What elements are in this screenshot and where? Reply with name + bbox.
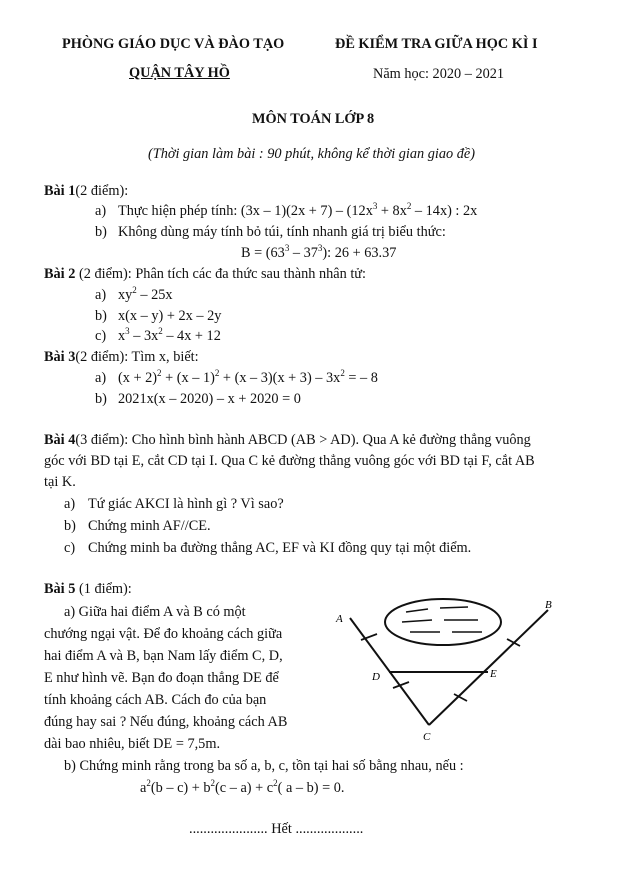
bai4-intro-line3: tại K.: [44, 474, 76, 490]
end-marker: [189, 821, 363, 838]
bai3-intro: (2 điểm): Tìm x, biết:: [75, 349, 199, 365]
bai3-a-exp3: 2: [340, 368, 345, 378]
bai3-a-p3: + (x – 3)(x + 3) – 3x: [219, 370, 341, 386]
department-name: PHÒNG GIÁO DỤC VÀ ĐÀO TẠO: [62, 36, 285, 52]
bai3-a-text: [118, 370, 378, 387]
bai4-intro1: (3 điểm): Cho hình bình hành ABCD (AB > AD). Qua A kẻ đường thẳng vuông: [75, 432, 531, 448]
bai2-heading: [44, 266, 366, 283]
bai1-title: Bài 1: [44, 183, 76, 199]
bai2-c-p2: – 3x: [129, 328, 159, 344]
label-d: D: [372, 671, 380, 683]
bai1-b-prefix: b): [95, 224, 107, 240]
bai1-a-text: [118, 203, 477, 220]
bai5-b-exp2: 2: [210, 778, 216, 788]
bai2-intro: (2 điểm): Phân tích các đa thức sau thành nhân tử:: [75, 266, 367, 282]
label-e: E: [490, 668, 497, 680]
exam-title: ĐỀ KIỂM TRA GIỮA HỌC KÌ I: [335, 36, 538, 52]
bai5-b-exp3: 2: [273, 778, 278, 788]
bai2-a-p1: xy: [118, 287, 133, 303]
bai5-a-line6: đúng hay sai ? Nếu đúng, khoảng cách AB: [44, 714, 288, 730]
bai4-intro-line1: [44, 432, 531, 449]
bai3-title: Bài 3: [44, 349, 76, 365]
bai3-a-exp1: 2: [157, 368, 162, 378]
geometry-figure: [328, 590, 568, 750]
bai4-intro-line2: góc với BD tại E, cắt CD tại I. Qua C kẻ đường thẳng vuông góc với BD tại F, cắt AB: [44, 453, 535, 469]
bai2-a-text: [118, 287, 173, 304]
bai3-b-text: 2021x(x – 2020) – x + 2020 = 0: [118, 391, 301, 407]
bai5-a-line3: hai điểm A và B, bạn Nam lấy điểm C, D,: [44, 648, 283, 664]
bai1-formula-p1: B = (63: [241, 245, 285, 261]
bai1-b-text: Không dùng máy tính bỏ túi, tính nhanh giá trị biểu thức:: [118, 224, 446, 240]
bai2-c-exp3: 3: [125, 326, 130, 336]
bai5-b-f3: (c – a) + c: [215, 780, 274, 796]
bai1-a-prefix: a): [95, 203, 107, 219]
bai5-b-exp1: 2: [146, 778, 151, 788]
bai1-formula-exp1: 3: [284, 243, 290, 253]
end-dots-left: ......................: [189, 821, 268, 837]
bai2-a-p2: – 25x: [136, 287, 173, 303]
bai1-formula-exp2: 3: [317, 243, 323, 253]
bai4-c-prefix: c): [64, 540, 76, 556]
bai1-a-exp2: 2: [406, 201, 412, 211]
end-word: Hết: [267, 821, 296, 837]
bai3-a-prefix: a): [95, 370, 107, 386]
bai2-b-text: x(x – y) + 2x – 2y: [118, 308, 222, 324]
school-year: Năm học: 2020 – 2021: [373, 66, 505, 82]
bai5-a-line4: E như hình vẽ. Bạn đo đoạn thẳng DE để: [44, 670, 279, 686]
bai2-c-p3: – 4x + 12: [162, 328, 221, 344]
bai1-formula-p3: ): 26 + 63.37: [322, 245, 397, 261]
bai5-a-line1: a) Giữa hai điểm A và B có một: [64, 604, 246, 620]
bai2-c-p1: x: [118, 328, 126, 344]
bai5-a-line7: dài bao nhiêu, biết DE = 7,5m.: [44, 736, 221, 752]
bai1-points: (2 điểm):: [75, 183, 129, 199]
bai3-a-exp2: 2: [214, 368, 220, 378]
bai2-b-prefix: b): [95, 308, 107, 324]
subject-title: MÔN TOÁN LỚP 8: [252, 111, 375, 127]
bai3-a-p2: + (x – 1): [161, 370, 215, 386]
time-note: (Thời gian làm bài : 90 phút, không kể thời gian giao đề): [148, 146, 475, 162]
bai5-points: (1 điểm):: [75, 581, 132, 597]
bai3-b-prefix: b): [95, 391, 107, 407]
bai4-a-text: Tứ giác AKCI là hình gì ? Vì sao?: [88, 496, 284, 512]
bai3-a-p4: = – 8: [344, 370, 378, 386]
bai4-b-prefix: b): [64, 518, 76, 534]
bai5-b-text: b) Chứng minh rằng trong ba số a, b, c, tồn tại hai số bằng nhau, nếu :: [64, 758, 464, 774]
end-dots-right: ...................: [295, 821, 364, 837]
bai1-a-part1: Thực hiện phép tính: (3x – 1)(2x + 7) – (12x: [118, 203, 373, 219]
label-c: C: [423, 731, 431, 743]
bai1-formula-p2: – 37: [289, 245, 318, 261]
bai1-a-part3: – 14x) : 2x: [411, 203, 478, 219]
bai2-a-exp: 2: [132, 285, 137, 295]
label-a: A: [336, 613, 343, 625]
bai1-heading: [44, 183, 128, 200]
bai2-title: Bài 2: [44, 266, 76, 282]
bai5-b-f2: (b – c) + b: [150, 780, 211, 796]
obstacle-hatching: [402, 607, 482, 632]
bai5-title: Bài 5: [44, 581, 76, 597]
bai4-c-text: Chứng minh ba đường thẳng AC, EF và KI đồng quy tại một điểm.: [88, 540, 472, 556]
bai2-c-text: [118, 328, 221, 345]
bai1-a-part2: + 8x: [377, 203, 407, 219]
bai5-b-formula: [140, 780, 344, 797]
bai1-a-exp3: 3: [372, 201, 378, 211]
bai2-a-prefix: a): [95, 287, 107, 303]
bai4-title: Bài 4: [44, 432, 76, 448]
bai5-a-line2: chướng ngại vật. Để đo khoảng cách giữa: [44, 626, 283, 642]
bai5-heading: [44, 581, 132, 598]
bai3-a-p1: (x + 2): [118, 370, 158, 386]
bai2-c-exp2: 2: [158, 326, 163, 336]
bai4-b-text: Chứng minh AF//CE.: [88, 518, 211, 534]
label-b: B: [545, 599, 552, 611]
bai5-b-f1: a: [140, 780, 147, 796]
bai2-c-prefix: c): [95, 328, 107, 344]
bai5-b-f4: ( a – b) = 0.: [277, 780, 345, 796]
bai3-heading: [44, 349, 199, 366]
bai4-a-prefix: a): [64, 496, 76, 512]
bai5-a-line5: tính khoảng cách AB. Cách đo của bạn: [44, 692, 267, 708]
segment-bc: [429, 610, 548, 725]
district-name: QUẬN TÂY HỒ: [129, 65, 230, 81]
bai1-formula: [241, 245, 396, 262]
